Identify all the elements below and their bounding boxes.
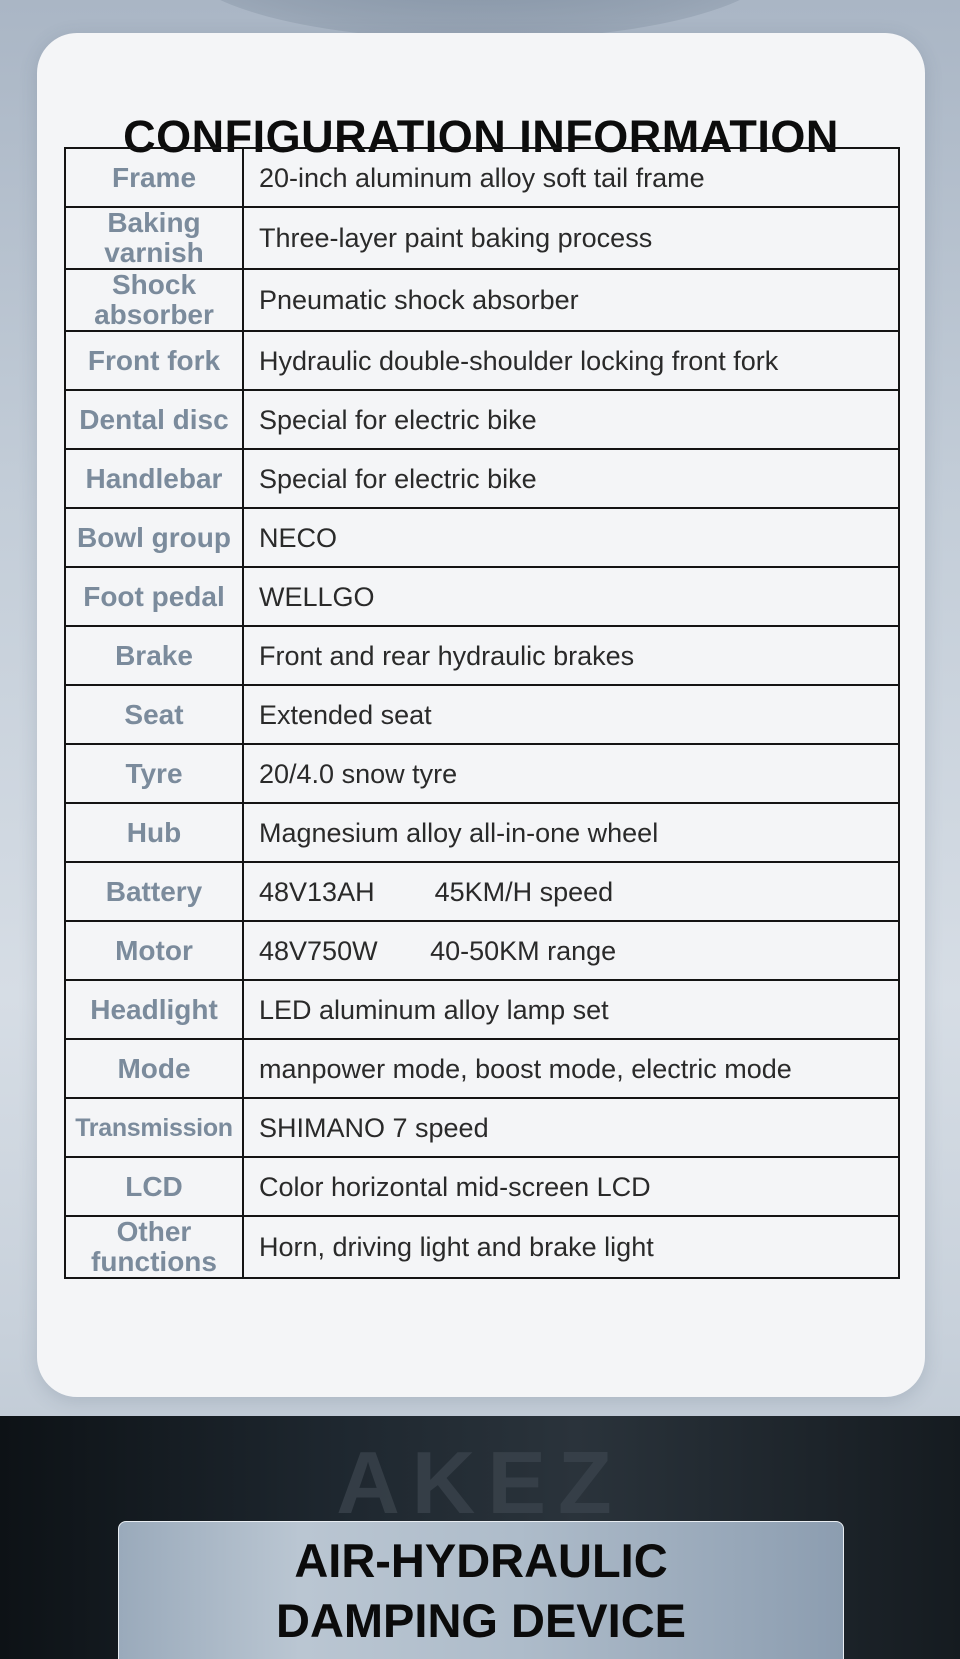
- table-row: [65, 1039, 899, 1098]
- spec-value-front-fork: Hydraulic double-shoulder locking front fork: [243, 331, 899, 390]
- spec-value-headlight: LED aluminum alloy lamp set: [243, 980, 899, 1039]
- spec-value-hub: Magnesium alloy all-in-one wheel: [243, 803, 899, 862]
- spec-label-mode: Mode: [65, 1039, 243, 1098]
- table-row: [65, 508, 899, 567]
- spec-label-dental-disc: Dental disc: [65, 390, 243, 449]
- banner-line-1: AIR-HYDRAULIC: [294, 1534, 668, 1587]
- spec-value-foot-pedal: WELLGO: [243, 567, 899, 626]
- spec-label-bowl-group: Bowl group: [65, 508, 243, 567]
- spec-value-bowl-group: NECO: [243, 508, 899, 567]
- spec-value-other-functions: Horn, driving light and brake light: [243, 1216, 899, 1278]
- table-row: [65, 148, 899, 207]
- spec-label-other-functions: Other functions: [65, 1216, 243, 1278]
- spec-label-frame: Frame: [65, 148, 243, 207]
- spec-value-lcd: Color horizontal mid-screen LCD: [243, 1157, 899, 1216]
- table-row: [65, 921, 899, 980]
- spec-label-foot-pedal: Foot pedal: [65, 567, 243, 626]
- spec-table: [64, 147, 900, 1279]
- spec-label-shock-absorber: Shock absorber: [65, 269, 243, 331]
- table-row: [65, 207, 899, 269]
- table-row: [65, 269, 899, 331]
- spec-label-baking-varnish: Baking varnish: [65, 207, 243, 269]
- spec-label-seat: Seat: [65, 685, 243, 744]
- table-row: [65, 1098, 899, 1157]
- table-row: [65, 744, 899, 803]
- spec-value-mode: manpower mode, boost mode, electric mode: [243, 1039, 899, 1098]
- spec-label-brake: Brake: [65, 626, 243, 685]
- spec-value-baking-varnish: Three-layer paint baking process: [243, 207, 899, 269]
- page-title: CONFIGURATION INFORMATION: [123, 111, 839, 162]
- table-row: [65, 626, 899, 685]
- spec-value-battery: 48V13AH 45KM/H speed: [243, 862, 899, 921]
- table-row: [65, 862, 899, 921]
- spec-label-tyre: Tyre: [65, 744, 243, 803]
- brand-watermark-logo: AKEZ: [336, 1448, 624, 1518]
- spec-value-frame: 20-inch aluminum alloy soft tail frame: [243, 148, 899, 207]
- banner-line-2: DAMPING DEVICE: [276, 1594, 686, 1647]
- spec-label-headlight: Headlight: [65, 980, 243, 1039]
- spec-label-handlebar: Handlebar: [65, 449, 243, 508]
- table-row: [65, 390, 899, 449]
- config-card: [37, 33, 925, 1397]
- spec-value-seat: Extended seat: [243, 685, 899, 744]
- spec-value-tyre: 20/4.0 snow tyre: [243, 744, 899, 803]
- spec-label-transmission: Transmission: [65, 1098, 243, 1157]
- table-row: [65, 980, 899, 1039]
- table-row: [65, 803, 899, 862]
- spec-label-front-fork: Front fork: [65, 331, 243, 390]
- spec-value-brake: Front and rear hydraulic brakes: [243, 626, 899, 685]
- table-row: [65, 1216, 899, 1278]
- spec-value-motor: 48V750W 40-50KM range: [243, 921, 899, 980]
- spec-value-handlebar: Special for electric bike: [243, 449, 899, 508]
- table-row: [65, 1157, 899, 1216]
- spec-value-shock-absorber: Pneumatic shock absorber: [243, 269, 899, 331]
- spec-label-motor: Motor: [65, 921, 243, 980]
- table-row: [65, 685, 899, 744]
- table-row: [65, 449, 899, 508]
- table-row: [65, 331, 899, 390]
- spec-value-dental-disc: Special for electric bike: [243, 390, 899, 449]
- spec-value-transmission: SHIMANO 7 speed: [243, 1098, 899, 1157]
- feature-banner: [118, 1521, 844, 1659]
- spec-label-hub: Hub: [65, 803, 243, 862]
- spec-label-battery: Battery: [65, 862, 243, 921]
- spec-label-lcd: LCD: [65, 1157, 243, 1216]
- table-row: [65, 567, 899, 626]
